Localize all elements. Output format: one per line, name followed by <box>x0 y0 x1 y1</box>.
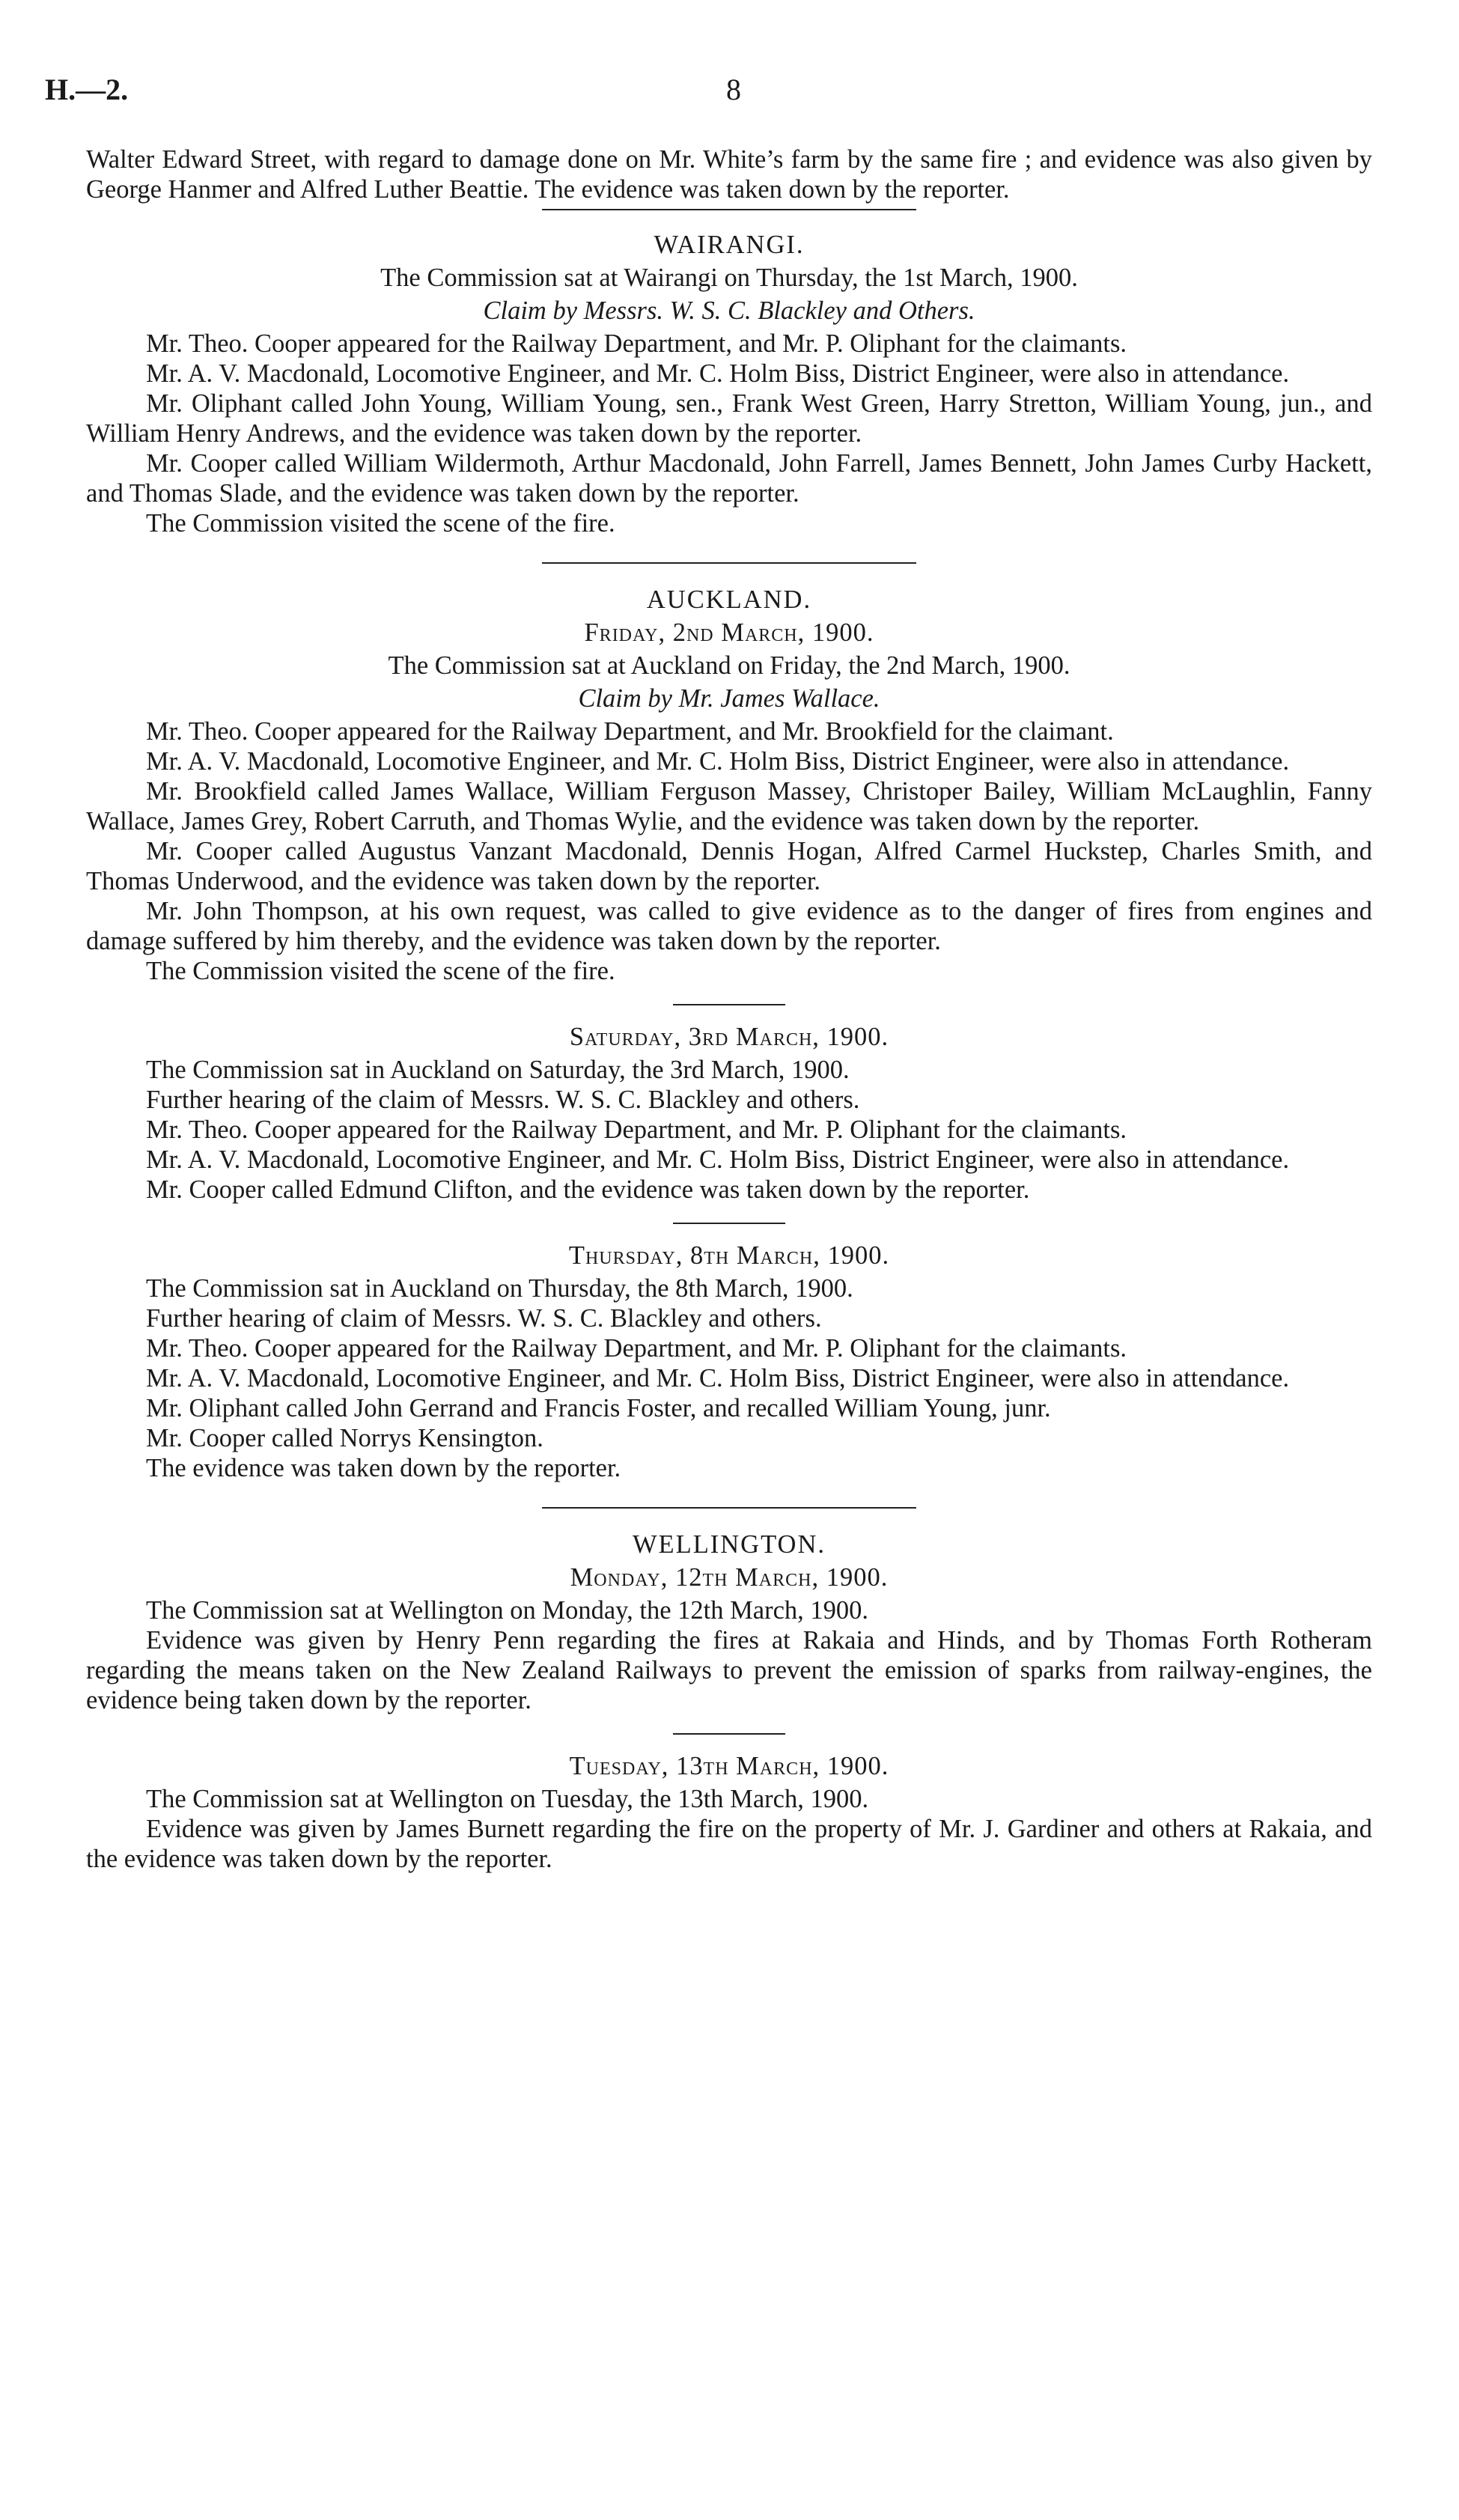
date-heading: Friday, 2nd March, 1900. <box>584 618 874 647</box>
paragraph: The Commission visited the scene of the fire. <box>146 957 615 985</box>
date-heading: Thursday, 8th March, 1900. <box>568 1241 890 1270</box>
paragraph: Mr. A. V. Macdonald, Locomotive Engineer, and Mr. C. Holm Biss, District Engineer, were also in attendance. <box>146 747 1290 776</box>
date-divider <box>673 1733 785 1735</box>
section-heading-wairangi: WAIRANGI. <box>654 231 805 259</box>
page-number: 8 <box>726 73 741 106</box>
claim-heading: Claim by Mr. James Wallace. <box>578 684 880 713</box>
paragraph: Further hearing of claim of Messrs. W. S. C. Blackley and others. <box>146 1304 822 1333</box>
date-divider <box>673 1223 785 1224</box>
paragraph: The Commission sat at Wellington on Tuesday, the 13th March, 1900. <box>146 1785 869 1813</box>
paragraph: Mr. Theo. Cooper appeared for the Railway Department, and Mr. P. Oliphant for the claimants. <box>146 1334 1127 1363</box>
paragraph: Mr. Theo. Cooper appeared for the Railway Department, and Mr. P. Oliphant for the claimants. <box>146 1116 1127 1144</box>
paragraph: Further hearing of the claim of Messrs. W. S. C. Blackley and others. <box>146 1086 860 1114</box>
section-heading-auckland: AUCKLAND. <box>646 585 812 614</box>
paragraph: Mr. Theo. Cooper appeared for the Railway Department, and Mr. Brookfield for the claimant. <box>146 717 1114 746</box>
section-divider <box>542 1507 916 1509</box>
paragraph: Mr. A. V. Macdonald, Locomotive Engineer, and Mr. C. Holm Biss, District Engineer, were also in attendance. <box>146 1364 1290 1393</box>
paragraph: Mr. Oliphant called John Young, William Young, sen., Frank West Green, Harry Stretton, William Young, jun., and William Henry Andrews, and the evidence was taken down by the reporter. <box>86 389 1372 448</box>
date-divider <box>673 1004 785 1005</box>
paragraph: Evidence was given by James Burnett regarding the fire on the property of Mr. J. Gardiner and others at Rakaia, and the evidence was taken down by the reporter. <box>86 1815 1372 1873</box>
paragraph: The Commission sat in Auckland on Thursday, the 8th March, 1900. <box>146 1274 853 1303</box>
sitting-statement: The Commission sat at Auckland on Friday, the 2nd March, 1900. <box>388 651 1070 680</box>
paragraph: The Commission visited the scene of the fire. <box>146 509 615 538</box>
paragraph: Mr. A. V. Macdonald, Locomotive Engineer, and Mr. C. Holm Biss, District Engineer, were also in attendance. <box>146 1145 1290 1174</box>
body-text <box>86 144 1372 1874</box>
paragraph: Mr. Theo. Cooper appeared for the Railway Department, and Mr. P. Oliphant for the claimants. <box>146 329 1127 358</box>
paragraph: Mr. A. V. Macdonald, Locomotive Engineer, and Mr. C. Holm Biss, District Engineer, were also in attendance. <box>146 359 1290 388</box>
paragraph: Mr. Cooper called William Wildermoth, Arthur Macdonald, John Farrell, James Bennett, John James Curby Hackett, and Thomas Slade, and the evidence was taken down by the reporter. <box>86 449 1372 508</box>
paragraph: Mr. John Thompson, at his own request, was called to give evidence as to the danger of fires from engines and damage suffered by him thereby, and the evidence was taken down by the reporter. <box>86 897 1372 955</box>
paragraph: The evidence was taken down by the reporter. <box>146 1454 621 1482</box>
date-heading: Saturday, 3rd March, 1900. <box>569 1023 889 1051</box>
paragraph: Mr. Cooper called Edmund Clifton, and the evidence was taken down by the reporter. <box>146 1175 1030 1204</box>
intro-paragraph: Walter Edward Street, with regard to damage done on Mr. White’s farm by the same fire ; and evidence was also given by George Hanmer and Alfred Luther Beattie. The evidence was taken down by the reporter. <box>86 145 1372 204</box>
section-divider <box>542 562 916 564</box>
paragraph: The Commission sat in Auckland on Saturday, the 3rd March, 1900. <box>146 1056 850 1084</box>
paragraph: Evidence was given by Henry Penn regarding the fires at Rakaia and Hinds, and by Thomas Forth Rotheram regarding the means taken on the New Zealand Railways to prevent the emission of sparks from railway-engines, the evidence being taken down by the reporter. <box>86 1626 1372 1714</box>
sitting-statement: The Commission sat at Wairangi on Thursday, the 1st March, 1900. <box>380 264 1078 292</box>
section-heading-wellington: WELLINGTON. <box>632 1530 826 1559</box>
paragraph: Mr. Brookfield called James Wallace, William Ferguson Massey, Christoper Bailey, William McLaughlin, Fanny Wallace, James Grey, Robert Carruth, and Thomas Wylie, and the evidence was taken down by the reporter. <box>86 777 1372 836</box>
document-reference: H.—2. <box>45 73 129 106</box>
date-heading: Tuesday, 13th March, 1900. <box>569 1752 889 1780</box>
paragraph: Mr. Cooper called Norrys Kensington. <box>146 1424 543 1452</box>
section-divider <box>542 209 916 210</box>
claim-heading: Claim by Messrs. W. S. C. Blackley and Others. <box>483 296 975 325</box>
paragraph: The Commission sat at Wellington on Monday, the 12th March, 1900. <box>146 1596 869 1625</box>
date-heading: Monday, 12th March, 1900. <box>570 1563 889 1592</box>
paragraph: Mr. Oliphant called John Gerrand and Francis Foster, and recalled William Young, junr. <box>146 1394 1051 1422</box>
paragraph: Mr. Cooper called Augustus Vanzant Macdonald, Dennis Hogan, Alfred Carmel Huckstep, Charles Smith, and Thomas Underwood, and the evidence was taken down by the reporter. <box>86 837 1372 895</box>
